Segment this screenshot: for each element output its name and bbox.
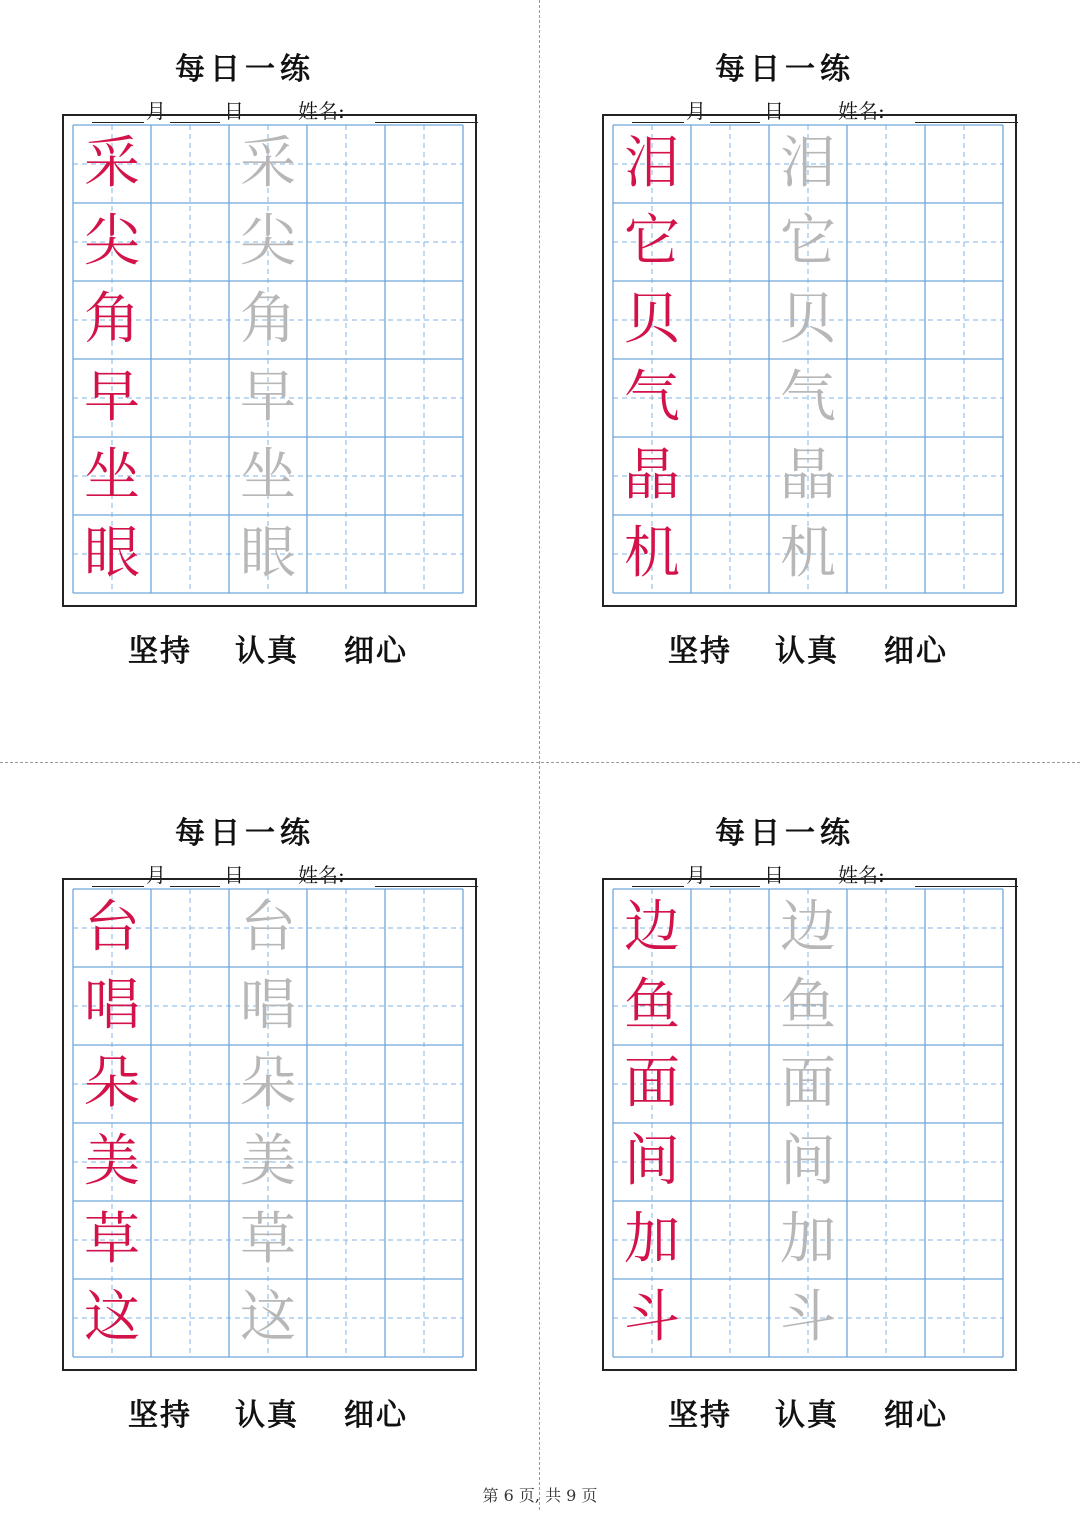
motto-row <box>30 626 460 669</box>
writing-grid <box>62 114 477 607</box>
name-label: 姓名: <box>838 99 885 123</box>
model-character: 间 <box>624 1129 680 1194</box>
name-label: 姓名: <box>298 99 345 123</box>
month-label: 月 <box>686 863 706 887</box>
trace-character: 间 <box>780 1129 836 1194</box>
model-character: 早 <box>84 365 140 430</box>
trace-character: 机 <box>780 521 836 586</box>
day-label: 日 <box>224 99 244 123</box>
model-character: 加 <box>624 1207 680 1272</box>
horizontal-cut-line <box>0 762 1080 763</box>
trace-character: 坐 <box>240 443 296 508</box>
practice-card <box>570 0 1000 720</box>
day-label: 日 <box>764 863 784 887</box>
writing-grid <box>602 878 1017 1371</box>
trace-character: 早 <box>240 365 296 430</box>
model-character: 气 <box>624 365 680 430</box>
motto-word: 认真 <box>235 1398 299 1433</box>
trace-character: 气 <box>780 365 836 430</box>
model-character: 台 <box>84 895 140 960</box>
trace-character: 斗 <box>780 1285 836 1350</box>
card-title: 每日一练 <box>715 52 855 87</box>
motto-word: 认真 <box>775 634 839 669</box>
motto-word: 坚持 <box>668 634 732 669</box>
name-label: 姓名: <box>298 863 345 887</box>
month-label: 月 <box>686 99 706 123</box>
motto-row <box>570 1390 1000 1433</box>
trace-character: 边 <box>780 895 836 960</box>
model-character: 朵 <box>84 1051 140 1116</box>
trace-character: 台 <box>240 895 296 960</box>
practice-card <box>570 764 1000 1484</box>
day-label: 日 <box>764 99 784 123</box>
trace-character: 尖 <box>240 209 296 274</box>
motto-word: 细心 <box>344 1398 408 1433</box>
trace-character: 泪 <box>780 131 836 196</box>
trace-character: 这 <box>240 1285 296 1350</box>
writing-grid <box>62 878 477 1371</box>
model-character: 角 <box>84 287 140 352</box>
model-character: 唱 <box>84 973 140 1038</box>
model-character: 鱼 <box>624 973 680 1038</box>
vertical-cut-line <box>539 0 540 1510</box>
model-character: 它 <box>624 209 680 274</box>
card-title: 每日一练 <box>175 52 315 87</box>
trace-character: 朵 <box>240 1051 296 1116</box>
practice-card <box>30 764 460 1484</box>
writing-grid <box>602 114 1017 607</box>
model-character: 泪 <box>624 131 680 196</box>
month-label: 月 <box>146 99 166 123</box>
motto-row <box>30 1390 460 1433</box>
practice-card <box>30 0 460 720</box>
motto-row <box>570 626 1000 669</box>
trace-character: 它 <box>780 209 836 274</box>
model-character: 边 <box>624 895 680 960</box>
trace-character: 采 <box>240 131 296 196</box>
trace-character: 角 <box>240 287 296 352</box>
model-character: 面 <box>624 1051 680 1116</box>
motto-word: 坚持 <box>128 634 192 669</box>
model-character: 坐 <box>84 443 140 508</box>
model-character: 晶 <box>624 443 680 508</box>
trace-character: 美 <box>240 1129 296 1194</box>
day-label: 日 <box>224 863 244 887</box>
trace-character: 面 <box>780 1051 836 1116</box>
motto-word: 坚持 <box>128 1398 192 1433</box>
model-character: 贝 <box>624 287 680 352</box>
card-title: 每日一练 <box>715 816 855 851</box>
trace-character: 草 <box>240 1207 296 1272</box>
model-character: 这 <box>84 1285 140 1350</box>
motto-word: 认真 <box>775 1398 839 1433</box>
trace-character: 贝 <box>780 287 836 352</box>
motto-word: 细心 <box>884 1398 948 1433</box>
trace-character: 眼 <box>240 521 296 586</box>
trace-character: 鱼 <box>780 973 836 1038</box>
month-label: 月 <box>146 863 166 887</box>
model-character: 美 <box>84 1129 140 1194</box>
model-character: 草 <box>84 1207 140 1272</box>
trace-character: 加 <box>780 1207 836 1272</box>
model-character: 斗 <box>624 1285 680 1350</box>
motto-word: 细心 <box>344 634 408 669</box>
page-footer: 第 6 页, 共 9 页 <box>482 1486 598 1505</box>
model-character: 采 <box>84 131 140 196</box>
model-character: 机 <box>624 521 680 586</box>
motto-word: 细心 <box>884 634 948 669</box>
model-character: 尖 <box>84 209 140 274</box>
card-title: 每日一练 <box>175 816 315 851</box>
motto-word: 认真 <box>235 634 299 669</box>
motto-word: 坚持 <box>668 1398 732 1433</box>
model-character: 眼 <box>84 521 140 586</box>
trace-character: 唱 <box>240 973 296 1038</box>
name-label: 姓名: <box>838 863 885 887</box>
trace-character: 晶 <box>780 443 836 508</box>
